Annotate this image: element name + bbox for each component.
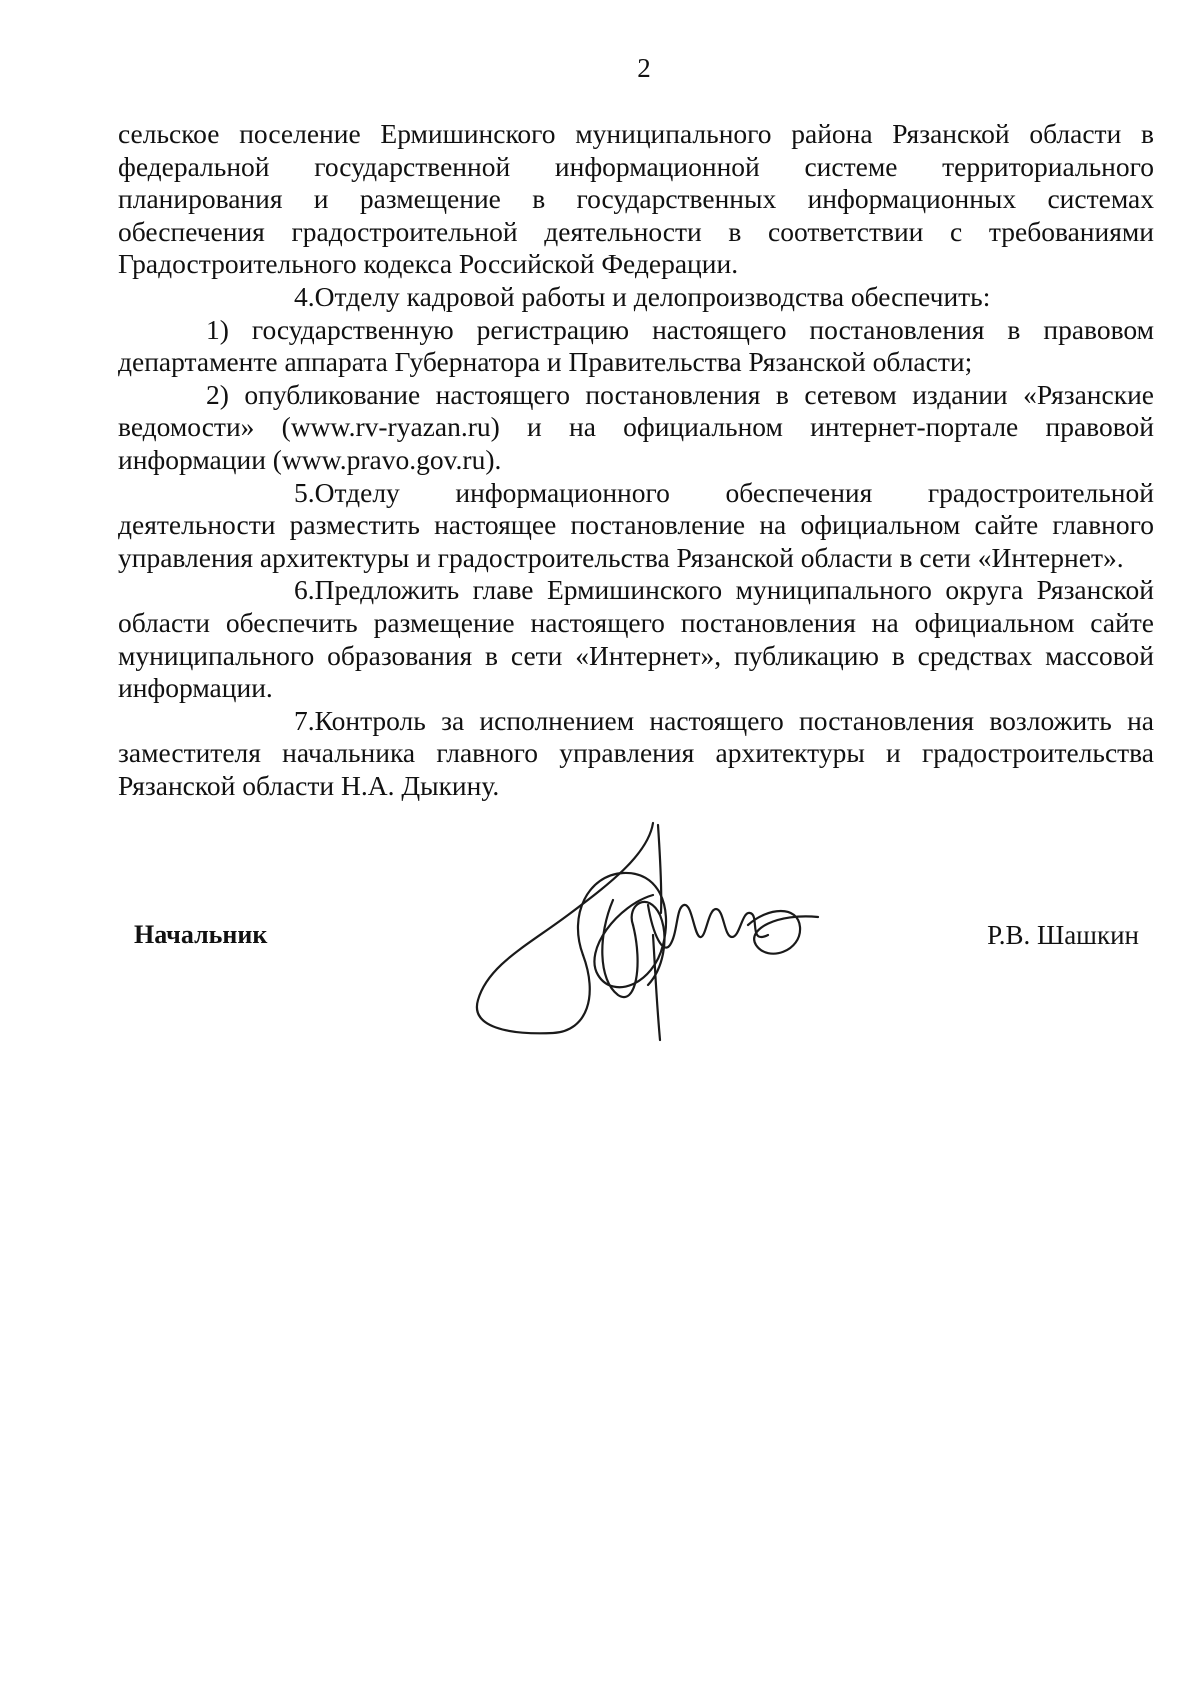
paragraph-text: Предложить главе Ермишинского муниципального округа Рязанской области обеспечить размещение настоящего постановления на официальном сайте муниципального образования в сети «Интернет», публикацию в средствах массовой информации. — [118, 574, 1154, 704]
document-body — [118, 118, 1154, 802]
page-number: 2 — [637, 53, 651, 83]
item-number: 4. — [294, 280, 315, 312]
signatory-name: Р.В. Шашкин — [987, 920, 1139, 950]
item-number: 5. — [294, 476, 315, 508]
item-number: 7. — [294, 704, 315, 736]
paragraph-item-6 — [118, 574, 1154, 704]
paragraph-item-7 — [118, 705, 1154, 803]
paragraph-item-4-1: 1) государственную регистрацию настоящего постановления в правовом департаменте аппарата Губернатора и Правительства Рязанской области; — [118, 313, 1154, 378]
handwritten-signature — [448, 795, 868, 1045]
signatory-title: Начальник — [134, 920, 268, 949]
paragraph-text: Отделу кадровой работы и делопроизводства обеспечить: — [314, 280, 991, 312]
paragraph-item-4 — [118, 281, 1154, 314]
signature-block — [118, 905, 1138, 1035]
item-number: 6. — [294, 574, 315, 606]
paragraph-text: Отделу информационного обеспечения градостроительной деятельности разместить настоящее постановление на официальном сайте главного управления архитектуры и градостроительства Рязанской области в сети «Интернет». — [118, 476, 1154, 573]
paragraph-item-4-2: 2) опубликование настоящего постановления в сетевом издании «Рязанские ведомости» (www.rv-ryazan.ru) и на официальном интернет-портале правовой информации (www.pravo.gov.ru). — [118, 378, 1154, 475]
paragraph-continuation: сельское поселение Ермишинского муниципального района Рязанской области в федеральной государственной информационной системе территориального планирования и размещение в государственных информационных системах обеспечения градостроительной деятельности в соответствии с требованиями Градостроительного кодекса Российской Федерации. — [118, 118, 1154, 280]
paragraph-item-5 — [118, 477, 1154, 575]
paragraph-text: Контроль за исполнением настоящего постановления возложить на заместителя начальника главного управления архитектуры и градостроительства Рязанской области Н.А. Дыкину. — [118, 704, 1154, 801]
